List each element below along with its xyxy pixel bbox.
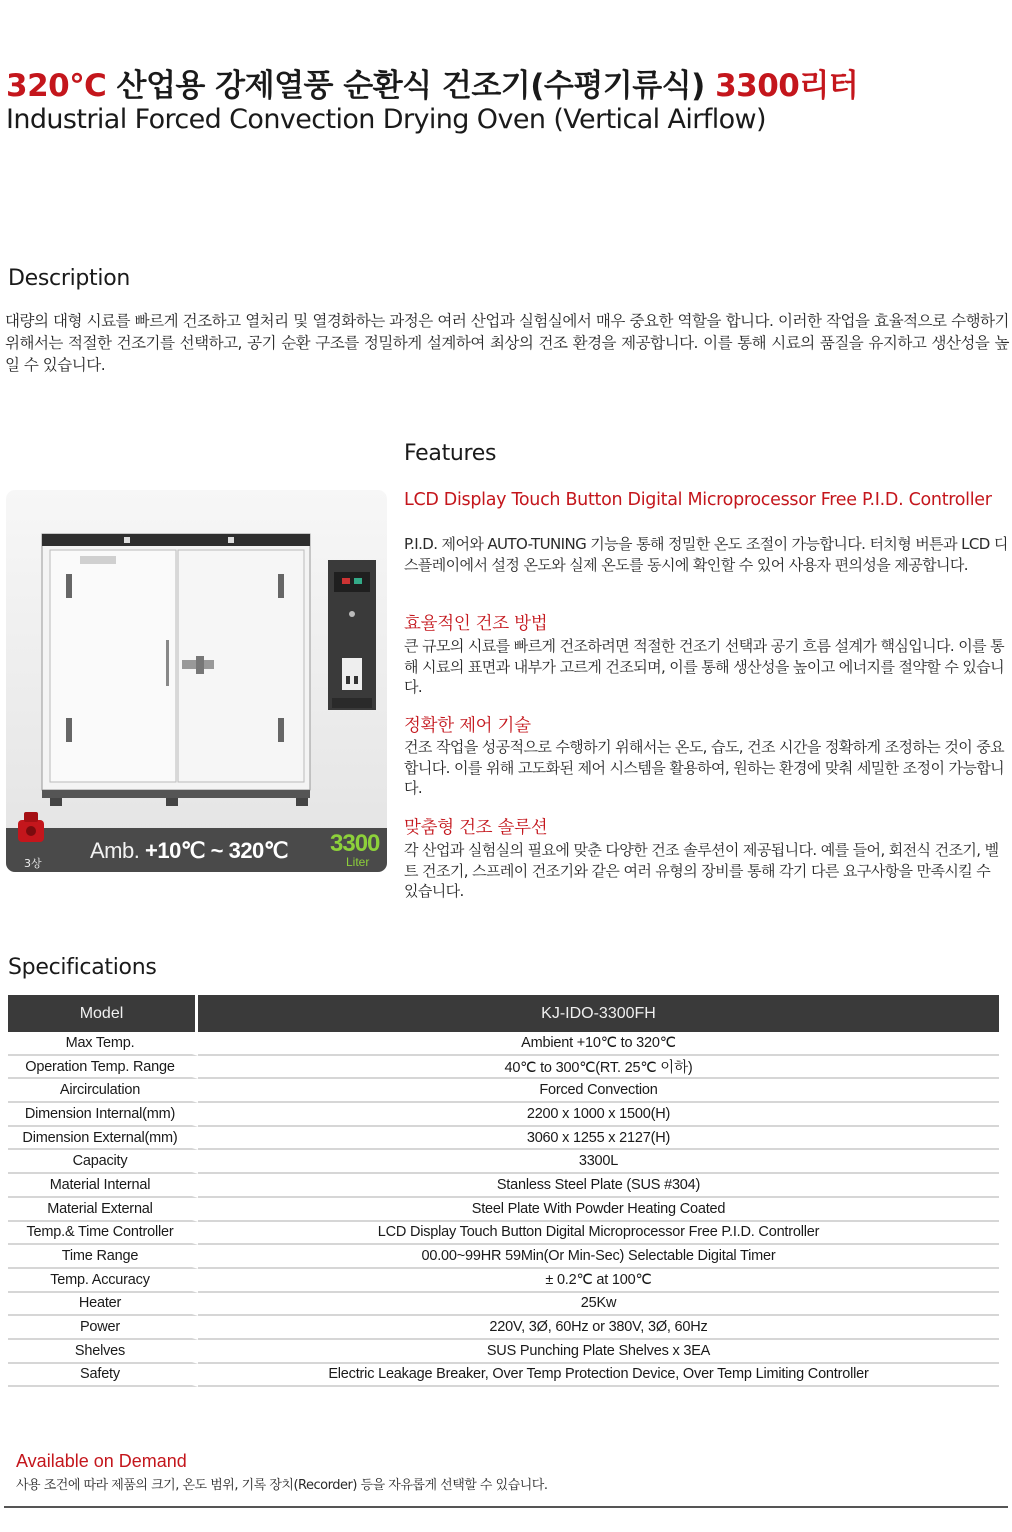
- features-heading: Features: [404, 441, 497, 466]
- table-row: [8, 1222, 999, 1246]
- product-image: [6, 490, 387, 872]
- spec-value: LCD Display Touch Button Digital Microprocessor Free P.I.D. Controller: [198, 1222, 999, 1246]
- spec-label: Max Temp.: [8, 1032, 198, 1056]
- table-row: [8, 1293, 999, 1317]
- description-heading: Description: [8, 266, 130, 291]
- spec-value: Electric Leakage Breaker, Over Temp Protection Device, Over Temp Limiting Controller: [198, 1364, 999, 1388]
- bottom-divider: [4, 1506, 1008, 1508]
- spec-value: 3300L: [198, 1150, 999, 1174]
- power-plug-icon: [16, 810, 46, 846]
- table-row: [8, 1103, 999, 1127]
- available-body: 사용 조건에 따라 제품의 크기, 온도 범위, 기록 장치(Recorder) 등을 자유롭게 선택할 수 있습니다.: [16, 1478, 548, 1493]
- spec-value: 40℃ to 300℃(RT. 25℃ 이하): [198, 1056, 999, 1080]
- spec-label: Heater: [8, 1293, 198, 1317]
- spec-table: [8, 995, 999, 1387]
- table-row: [8, 1245, 999, 1269]
- spec-label: Power: [8, 1316, 198, 1340]
- phase-label: 3상: [24, 857, 42, 870]
- table-row: [8, 1150, 999, 1174]
- spec-table-body: [8, 1032, 999, 1387]
- spec-header-label: Model: [8, 995, 198, 1032]
- feature-title-4: 맞춤형 건조 솔루션: [404, 818, 548, 838]
- spec-label: Safety: [8, 1364, 198, 1388]
- table-row: [8, 1340, 999, 1364]
- spec-value: ± 0.2℃ at 100℃: [198, 1269, 999, 1293]
- spec-label: Material External: [8, 1198, 198, 1222]
- feature-title-1: LCD Display Touch Button Digital Microprocessor Free P.I.D. Controller: [404, 490, 992, 510]
- feature-body-3: 건조 작업을 성공적으로 수행하기 위해서는 온도, 습도, 건조 시간을 정확하게 조정하는 것이 중요합니다. 이를 위해 고도화된 제어 시스템을 활용하여, 원하는 환경에 맞춰 세밀한 조정이 가능합니다.: [404, 738, 1005, 797]
- spec-value: Ambient +10℃ to 320℃: [198, 1032, 999, 1056]
- liter-unit: Liter: [346, 855, 370, 869]
- specifications-heading: Specifications: [8, 955, 157, 980]
- spec-label: Dimension External(mm): [8, 1127, 198, 1151]
- spec-value: 00.00~99HR 59Min(Or Min-Sec) Selectable Digital Timer: [198, 1245, 999, 1269]
- table-row: [8, 1056, 999, 1080]
- spec-label: Aircirculation: [8, 1079, 198, 1103]
- spec-header-row: [8, 995, 999, 1032]
- spec-value: SUS Punching Plate Shelves x 3EA: [198, 1340, 999, 1364]
- table-row: [8, 1198, 999, 1222]
- ambient-range: [90, 838, 288, 864]
- table-row: [8, 1127, 999, 1151]
- spec-value: 2200 x 1000 x 1500(H): [198, 1103, 999, 1127]
- liter-value: 3300: [330, 830, 380, 857]
- feature-body-1: P.I.D. 제어와 AUTO-TUNING 기능을 통해 정밀한 온도 조절이 가능합니다. 터치형 버튼과 LCD 디스플레이에서 설정 온도와 실제 온도를 동시에 확인할 수 있어 사용자 편의성을 제공합니다.: [404, 535, 1008, 574]
- spec-label: Material Internal: [8, 1174, 198, 1198]
- spec-value: 3060 x 1255 x 2127(H): [198, 1127, 999, 1151]
- drying-oven-illustration: [6, 490, 387, 872]
- title-temp: 320℃: [6, 68, 107, 104]
- ambient-range-value: +10℃ ~ 320℃: [144, 838, 288, 863]
- title-main: 산업용 강제열풍 순환식 건조기(수평기류식): [106, 68, 716, 104]
- spec-value: Steel Plate With Powder Heating Coated: [198, 1198, 999, 1222]
- spec-label: Capacity: [8, 1150, 198, 1174]
- table-row: [8, 1364, 999, 1388]
- ambient-prefix: Amb.: [90, 838, 140, 863]
- spec-label: Operation Temp. Range: [8, 1056, 198, 1080]
- feature-title-2: 효율적인 건조 방법: [404, 614, 548, 634]
- table-row: [8, 1269, 999, 1293]
- feature-body-2: 큰 규모의 시료를 빠르게 건조하려면 적절한 건조기 선택과 공기 흐름 설계가 핵심입니다. 이를 통해 시료의 표면과 내부가 고르게 건조되며, 이를 통해 생산성을 높이고 에너지를 절약할 수 있습니다.: [404, 637, 1005, 696]
- page-title-korean: [6, 60, 858, 105]
- spec-label: Dimension Internal(mm): [8, 1103, 198, 1127]
- feature-body-4: 각 산업과 실험실의 필요에 맞춘 다양한 건조 솔루션이 제공됩니다. 예를 들어, 회전식 건조기, 벨트 건조기, 스프레이 건조기와 같은 여러 유형의 장비를 통해 각기 다른 요구사항을 만족시킬 수 있습니다.: [404, 841, 999, 900]
- spec-value: 220V, 3Ø, 60Hz or 380V, 3Ø, 60Hz: [198, 1316, 999, 1340]
- feature-title-3: 정확한 제어 기술: [404, 716, 531, 736]
- spec-label: Time Range: [8, 1245, 198, 1269]
- description-text: 대량의 대형 시료를 빠르게 건조하고 열처리 및 열경화하는 과정은 여러 산업과 실험실에서 매우 중요한 역할을 합니다. 이러한 작업을 효율적으로 수행하기 위해서는 적절한 건조기를 선택하고, 공기 순환 구조를 정밀하게 설계하여 최상의 건조 환경을 제공합니다. 이를 통해 시료의 품질을 유지하고 생산성을 높일 수 있습니다.: [5, 312, 1009, 374]
- table-row: [8, 1032, 999, 1056]
- page-title-english: Industrial Forced Convection Drying Oven (Vertical Airflow): [6, 104, 766, 135]
- spec-value: 25Kw: [198, 1293, 999, 1317]
- table-row: [8, 1174, 999, 1198]
- title-capacity: 3300리터: [715, 68, 859, 104]
- spec-label: Temp. Accuracy: [8, 1269, 198, 1293]
- table-row: [8, 1079, 999, 1103]
- table-row: [8, 1316, 999, 1340]
- spec-label: Shelves: [8, 1340, 198, 1364]
- available-title: Available on Demand: [16, 1451, 187, 1471]
- spec-value: Stanless Steel Plate (SUS #304): [198, 1174, 999, 1198]
- spec-value: Forced Convection: [198, 1079, 999, 1103]
- spec-header-model: KJ-IDO-3300FH: [198, 995, 999, 1032]
- spec-label: Temp.& Time Controller: [8, 1222, 198, 1246]
